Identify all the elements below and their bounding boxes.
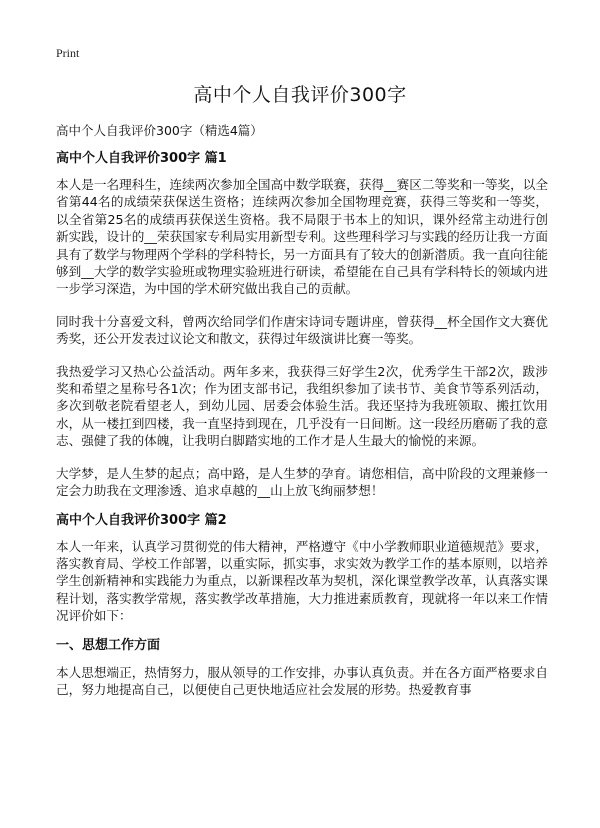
section-heading-1: 高中个人自我评价300字 篇1 bbox=[56, 151, 227, 166]
paragraph: 我热爱学习又热心公益活动。两年多来，我获得三好学生2次，优秀学生干部2次，跋涉奖和希望之星称号各1次；作为团支部书记，我组织参加了读书节、美食节等系列活动，多次到敬老院看望老人，到幼儿园、居委会体验生活。我还坚持为我班领取、搬扛饮用水，从一楼扛到四楼，我一直坚持到现在，几乎没有一日间断。这一段经历磨砺了我的意志、强健了我的体魄，让我明白脚踏实地的工作才是人生最大的愉悦的来源。 bbox=[56, 363, 548, 449]
paragraph: 本人是一名理科生，连续两次参加全国高中数学联赛，获得__赛区二等奖和一等奖，以全省第44名的成绩荣获保送生资格；连续两次参加全国物理竞赛，获得三等奖和一等奖，以全省第25名的成绩再获保送生资格。我不局限于书本上的知识，课外经常主动进行创新实践，设计的__荣获国家专利局实用新型专利。这些理科学习与实践的经历让我一方面具有了数学与物理两个学科的学科特长，另一方面具有了较大的创新潜质。我一直向往能够到__大学的数学实验班或物理实验班进行研读，希望能在自己具有学科特长的领域内进一步学习深造，为中国的学术研究做出我自己的贡献。 bbox=[56, 177, 548, 297]
document-title: 高中个人自我评价300字 bbox=[193, 84, 407, 106]
paragraph: 大学梦，是人生梦的起点；高中路，是人生梦的孕育。请您相信，高中阶段的文理兼修一定会力助我在文理渗透、追求卓越的__山上放飞绚丽梦想！ bbox=[56, 465, 548, 499]
paragraph: 本人思想端正，热情努力，服从领导的工作安排，办事认真负责。并在各方面严格要求自己，努力地提高自己，以便使自己更快地适应社会发展的形势。热爱教育事 bbox=[56, 664, 548, 697]
paragraph: 同时我十分喜爱文科，曾两次给同学们作唐宋诗词专题讲座，曾获得__杯全国作文大赛优秀奖，还公开发表过议论文和散文，获得过年级演讲比赛一等奖。 bbox=[56, 313, 548, 347]
document-content bbox=[56, 150, 548, 713]
subsection-heading: 一、思想工作方面 bbox=[56, 637, 161, 653]
document-subtitle: 高中个人自我评价300字（精选4篇） bbox=[56, 123, 263, 138]
section-heading-2: 高中个人自我评价300字 篇2 bbox=[56, 512, 227, 528]
print-link[interactable]: Print bbox=[56, 46, 80, 60]
paragraph: 本人一年来，认真学习贯彻党的伟大精神，严格遵守《中小学教师职业道德规范》要求，落实教育局、学校工作部署，以重实际，抓实事，求实效为教学工作的基本原则，以培养学生创新精神和实践能力为重点，以新课程改革为契机，深化课堂教学改革，认真落实课程计划，落实教学常规，落实教学改革措施，大力推进素质教育，现就将一年以来工作情况评价如下： bbox=[56, 538, 548, 624]
